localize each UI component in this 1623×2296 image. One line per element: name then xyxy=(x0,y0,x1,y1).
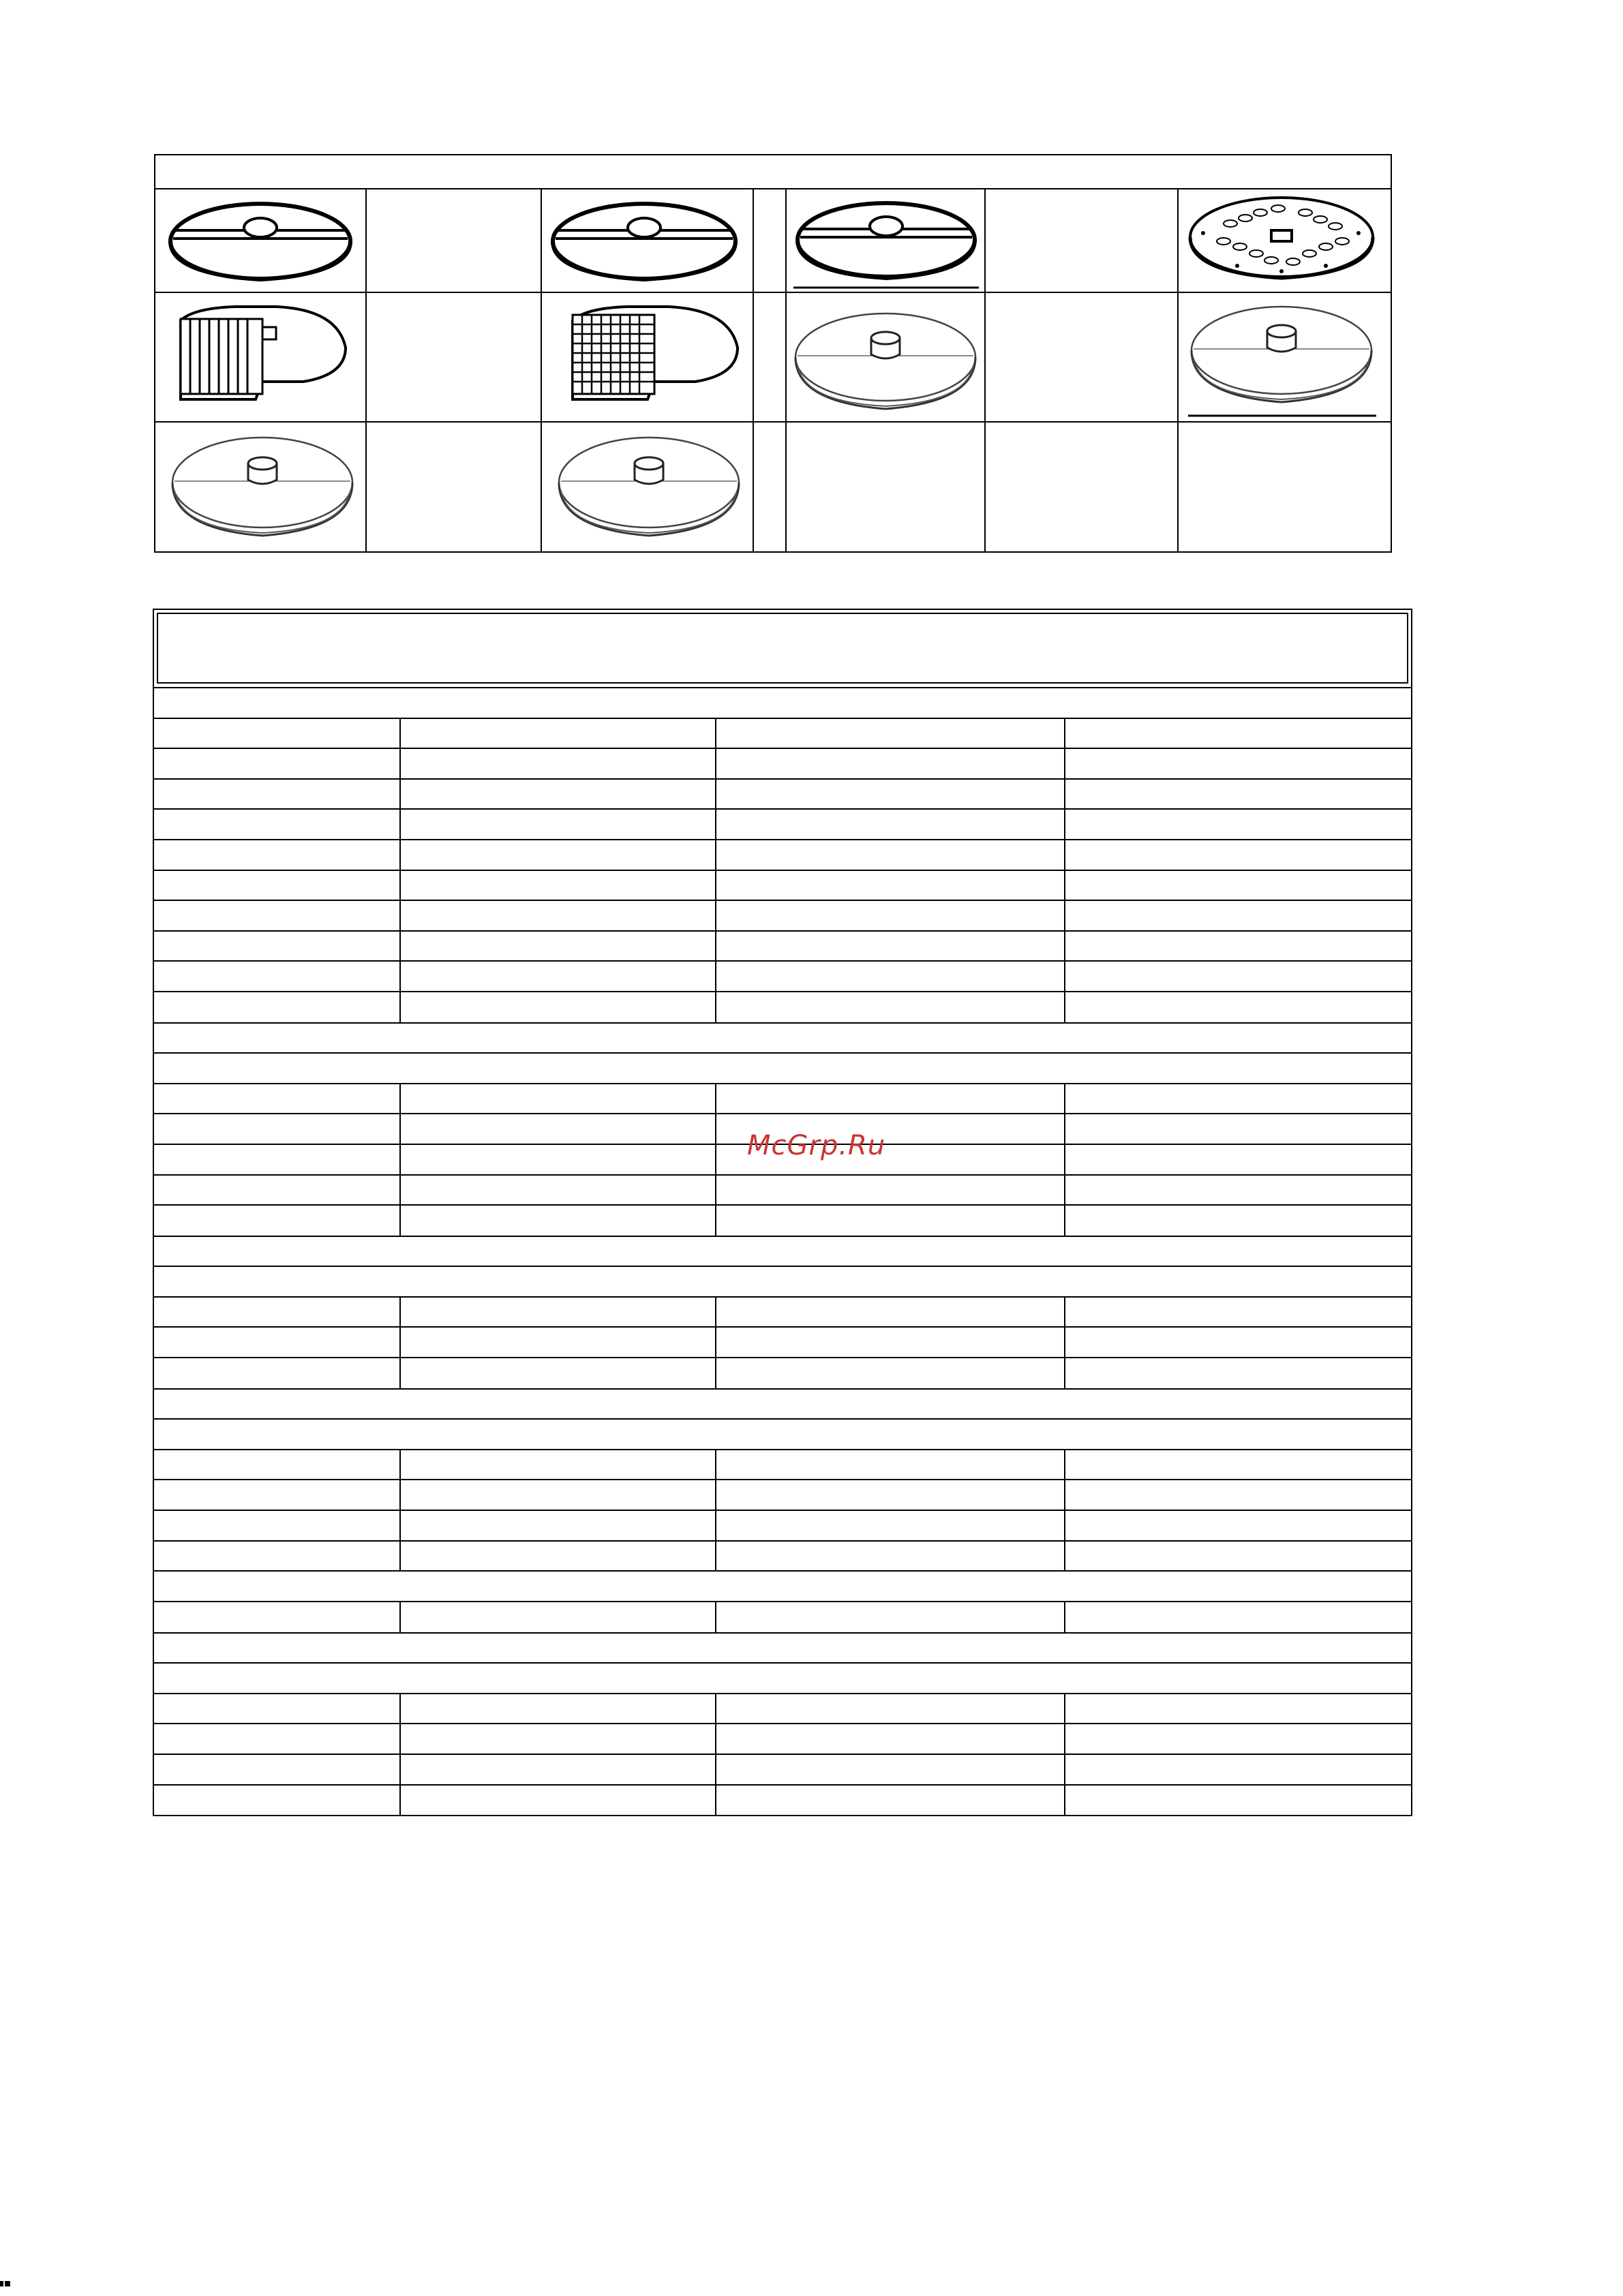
spec-row-divider xyxy=(153,1540,1412,1542)
spec-row-divider xyxy=(153,1510,1412,1511)
spec-col-divider xyxy=(1064,1083,1065,1236)
grating-disc-icon xyxy=(1183,192,1380,288)
spec-section-divider xyxy=(153,1632,1412,1634)
spec-col-divider xyxy=(1064,1601,1065,1632)
spec-row-divider xyxy=(153,808,1412,810)
spec-row-divider xyxy=(153,991,1412,992)
spec-row-divider xyxy=(153,748,1412,749)
spec-col-divider xyxy=(399,1601,401,1632)
spec-row-divider xyxy=(153,960,1412,962)
spec-table xyxy=(153,609,1412,1816)
spec-col-divider xyxy=(1064,718,1065,1022)
spec-row-divider xyxy=(153,1083,1412,1084)
spec-col-divider xyxy=(1064,1449,1065,1570)
spec-row-divider xyxy=(153,1326,1412,1328)
spec-row-divider xyxy=(153,1418,1412,1420)
spec-section-divider xyxy=(153,1388,1412,1390)
spec-col-divider xyxy=(1064,1693,1065,1816)
spec-row-divider xyxy=(153,1754,1412,1755)
catalog-col-divider xyxy=(541,188,542,553)
spec-row-divider xyxy=(153,687,1412,688)
catalog-col-divider xyxy=(1177,188,1179,553)
spec-col-divider xyxy=(715,1296,716,1388)
spec-col-divider xyxy=(399,1693,401,1816)
plain-disc-icon xyxy=(553,424,744,551)
slicing-disc-icon xyxy=(545,192,743,288)
spec-row-divider xyxy=(153,900,1412,901)
spec-row-divider xyxy=(153,1693,1412,1694)
spec-row-divider xyxy=(153,1174,1412,1176)
dicing-grid-icon xyxy=(559,300,743,402)
catalog-col-divider xyxy=(984,188,986,553)
spec-col-divider xyxy=(399,1083,401,1236)
spec-col-divider xyxy=(399,1296,401,1388)
plain-disc-icon xyxy=(1183,294,1380,420)
spec-row-divider xyxy=(153,1204,1412,1206)
spec-row-divider xyxy=(153,1784,1412,1786)
spec-col-divider xyxy=(715,1601,716,1632)
spec-row-divider xyxy=(153,1570,1412,1572)
slicing-disc-icon xyxy=(791,192,982,292)
spec-col-divider xyxy=(1064,1296,1065,1388)
watermark-text: McGrp.Ru xyxy=(747,1130,886,1161)
spec-row-divider xyxy=(153,1296,1412,1298)
spec-row-divider xyxy=(153,1052,1412,1054)
page-corner-mark xyxy=(0,2280,11,2286)
plain-disc-icon xyxy=(167,424,358,551)
spec-row-divider xyxy=(153,1662,1412,1664)
catalog-row-divider xyxy=(154,421,1392,423)
spec-col-divider xyxy=(399,1449,401,1570)
spec-row-divider xyxy=(153,1723,1412,1724)
spec-table-title-box xyxy=(157,613,1408,684)
catalog-col-divider xyxy=(785,188,787,553)
spec-section-divider xyxy=(153,1022,1412,1024)
spec-col-divider xyxy=(715,1449,716,1570)
catalog-row-divider xyxy=(154,292,1392,293)
spec-col-divider xyxy=(715,718,716,1022)
spec-col-divider xyxy=(715,1083,716,1236)
spec-row-divider xyxy=(153,1357,1412,1358)
spec-row-divider xyxy=(153,1479,1412,1480)
spec-col-divider xyxy=(715,1693,716,1816)
spec-col-divider xyxy=(399,718,401,1022)
spec-row-divider xyxy=(153,1113,1412,1114)
spec-row-divider xyxy=(153,839,1412,840)
catalog-header-divider xyxy=(154,188,1392,189)
catalog-col-divider xyxy=(753,188,754,553)
slicing-disc-icon xyxy=(164,192,358,288)
spec-row-divider xyxy=(153,778,1412,780)
spec-section-divider xyxy=(153,1236,1412,1237)
spec-row-divider xyxy=(153,718,1412,719)
spec-row-divider xyxy=(153,870,1412,871)
spec-row-divider xyxy=(153,930,1412,932)
spec-row-divider xyxy=(153,1266,1412,1267)
spec-row-divider xyxy=(153,1449,1412,1450)
spec-row-divider xyxy=(153,1601,1412,1602)
plain-disc-icon xyxy=(791,300,980,419)
chipping-grid-icon xyxy=(167,300,351,402)
catalog-col-divider xyxy=(365,188,367,553)
